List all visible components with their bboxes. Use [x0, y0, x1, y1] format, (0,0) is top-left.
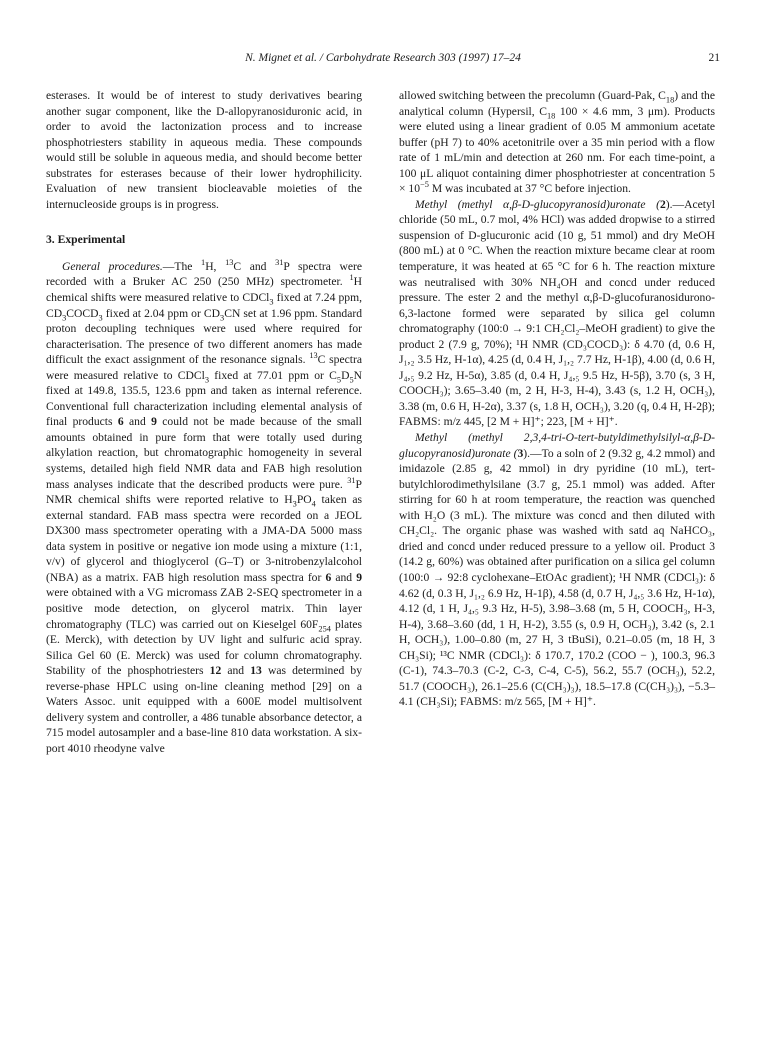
intro-paragraph: esterases. It would be of interest to study derivatives bearing another sugar component, like the D-allopyranosiduronic acid, in order to avoid the lactonization process and to increase phosphotriesters stability in aqueous media. These compounds would still be soluble in aqueous media, and should become better substrates for esterases because of their lower hydrophilicity. Evaluation of new transient biocleavable moieties of the internucleoside groups is in progress. [46, 89, 362, 211]
hplc-paragraph: allowed switching between the precolumn (Guard-Pak, $C_{18}$) and the analytical column (Hypersil, $C_{18}$ 100 × 4.6 mm, 3 μm). Products were eluted using a linear gradient of 0.05 M ammonium acetate buffer (pH 7) to 40% acetonitrile over a 35 min period with a flow rate of 1 mL/min and detection at 260 nm. For each time-point, a 100 μL aliquot containing dimer phosphotriester at concentration $5 \times 10^{-5}$ M was incubated at 37 °C before injection. [399, 89, 716, 196]
section-heading: 3. Experimental [46, 233, 126, 247]
right-column [399, 88, 715, 710]
compound-2-paragraph: Methyl (methyl α,β-D-glucopyranosid)uronate (2).—Acetyl chloride (50 mL, 0.7 mol, 4% HCl) was added dropwise to a stirred suspension of D-glucuronic acid (10 g, 51 mmol) and dry MeOH (800 mL) at 0 °C. When the reaction mixture became clear at room temperature, it was heated at 65 °C for 6 h. The reaction mixture was neutralised with 30% NH₄OH and concd under reduced pressure. The ester 2 and the methyl α,β-D-glucofuranosidurono-6,3-lactone formed were separated by silica gel column chromatography (100:0 → 9:1 CH₂Cl₂–MeOH gradient) to give the product 2 (7.9 g, 70%); ¹H NMR (CD₃COCD₃): δ 4.70 (d, 0.6 H, J₁,₂ 3.5 Hz, H-1α), 4.25 (d, 0.4 H, J₁,₂ 7.7 Hz, H-1β), 4.00 (d, 0.6 H, J₄,₅ 9.2 Hz, H-5α), 3.85 (d, 0.4 H, J₄,₅ 9.5 Hz, H-5β), 3.70 (s, 3 H, COOCH₃); 3.65–3.40 (m, 2 H, H-3, H-4), 3.43 (s, 1.2 H, OCH₃), 3.38 (m, 0.6 H, H-2α), 3.37 (s, 1.8 H, OCH₃), 3.20 (q, 0.4 H, H-2β); FABMS: m/z 445, [2 M + H]⁺; 223, [M + H]⁺. [399, 197, 715, 429]
running-title: N. Mignet et al. / Carbohydrate Research 303 (1997) 17–24 [245, 52, 521, 64]
compound-3-paragraph: Methyl (methyl 2,3,4-tri-O-tert-butyldimethylsilyl-α,β-D-glucopyranosid)uronate (3).—To a soln of 2 (9.32 g, 4.2 mmol) and imidazole (2.85 g, 42 mmol) in dry pyridine (10 mL), tert-butylchlorodimethylsilane (3.7 g, 25.1 mmol) was added. After stirring for 60 h at room temperature, the reaction was quenched with H₂O (3 mL). The mixture was concd and then diluted with CH₂Cl₂. The organic phase was washed with satd aq NaHCO₃, dried and concd under reduced pressure to a yellow oil. Product 3 (14.2 g, 60%) was obtained after purification on a silica gel column (100:0 → 92:8 cyclohexane–EtOAc gradient); ¹H NMR (CDCl₃): δ 4.62 (d, 0.3 H, J₁,₂ 6.9 Hz, H-1β), 4.58 (d, 0.7 H, J₄,₅ 3.6 Hz, H-1α), 4.12 (d, 1 H, J₄,₅ 9.3 Hz, H-5), 3.98–3.68 (m, 5 H, COOCH₃, H-3, H-4), 3.68–3.60 (dd, 1 H, H-2), 3.55 (s, 0.9 H, OCH₃), 3.42 (s, 2.1 H, OCH₃), 1.00–0.80 (m, 27 H, 3 tBuSi), 0.21–0.05 (m, 18 H, 3 CH₃Si); ¹³C NMR (CDCl₃): δ 170.7, 170.2 (COO − ), 100.3, 96.3 (C-1), 74.3–70.3 (C-2, C-3, C-4, C-5), 56.2, 55.7 (OCH₃), 52.2, 51.7 (COOCH₃), 26.1–25.6 (C(CH₃)₃), 18.5–17.8 (C(CH₃)₃), −5.3–4.1 (CH₃Si); FABMS: m/z 565, [M + H]⁺. [399, 431, 716, 709]
paragraph-title: General procedures. [62, 259, 163, 273]
general-procedures-paragraph: General procedures.—The $^1$H, $^{13}$C and $^{31}$P spectra were recorded with a Bruker AC 250 (250 MHz) spectrometer. $^1$H chemical shifts were measured relative to CDCl$_3$ fixed at 7.24 ppm, $CD_3COCD_3$ fixed at 2.04 ppm or $CD_3CN$ set at 1.96 ppm. Standard proton decoupling techniques were used where required for characterisation. The presence of two different anomers has made difficult the exact assignment of the resonance signals. $^{13}$C spectra were measured relative to CDCl$_3$ fixed at 77.01 ppm or $C_5D_5N$ fixed at 149.8, 135.5, 123.6 ppm and taken as internal reference. Conventional full characterization including elemental analysis of final products 6 and 9 could not be made because of the small amounts obtained in pure form that were totally used during alkylation reaction, but chromatographic homogeneity in several systems, detailed high field NMR data and FAB high resolution mass analyses indicate that the described products were pure. $^{31}$P NMR chemical shifts were reported relative to $H_3PO_4$ taken as external standard. FAB mass spectra were recorded on a JEOL DX300 mass spectrometer operating with a JMA-DA 5000 mass data system in positive or negative ion mode using a mixture (1:1, v/v) of glycerol and thioglycerol (G–T) or 3-nitrobenzylalcohol (NBA) as a matrix. FAB high resolution mass spectra for 6 and 9 were obtained with a VG micromass ZAB 2-SEQ spectrometer in a positive mode detection, on glycerol matrix. Thin layer chromatography (TLC) was carried out on Kieselgel $60F_{254}$ plates (E. Merck), with detection by UV light and sulfuric acid spray. Silica Gel 60 (E. Merck) was used for column chromatography. Stability of the phosphotriesters 12 and 13 was determined by reverse-phase HPLC using on-line cleaning method [29] on a Waters Assoc. unit equipped with a 600E model multisolvent delivery system and controller, a 486 tunable absorbance detector, a 715 model autosampler and a base-line 810 data workstation. A six-port 4010 rheodyne valve [46, 258, 363, 755]
left-column [46, 88, 362, 756]
page-number: 21 [708, 52, 720, 64]
running-header [46, 52, 720, 68]
